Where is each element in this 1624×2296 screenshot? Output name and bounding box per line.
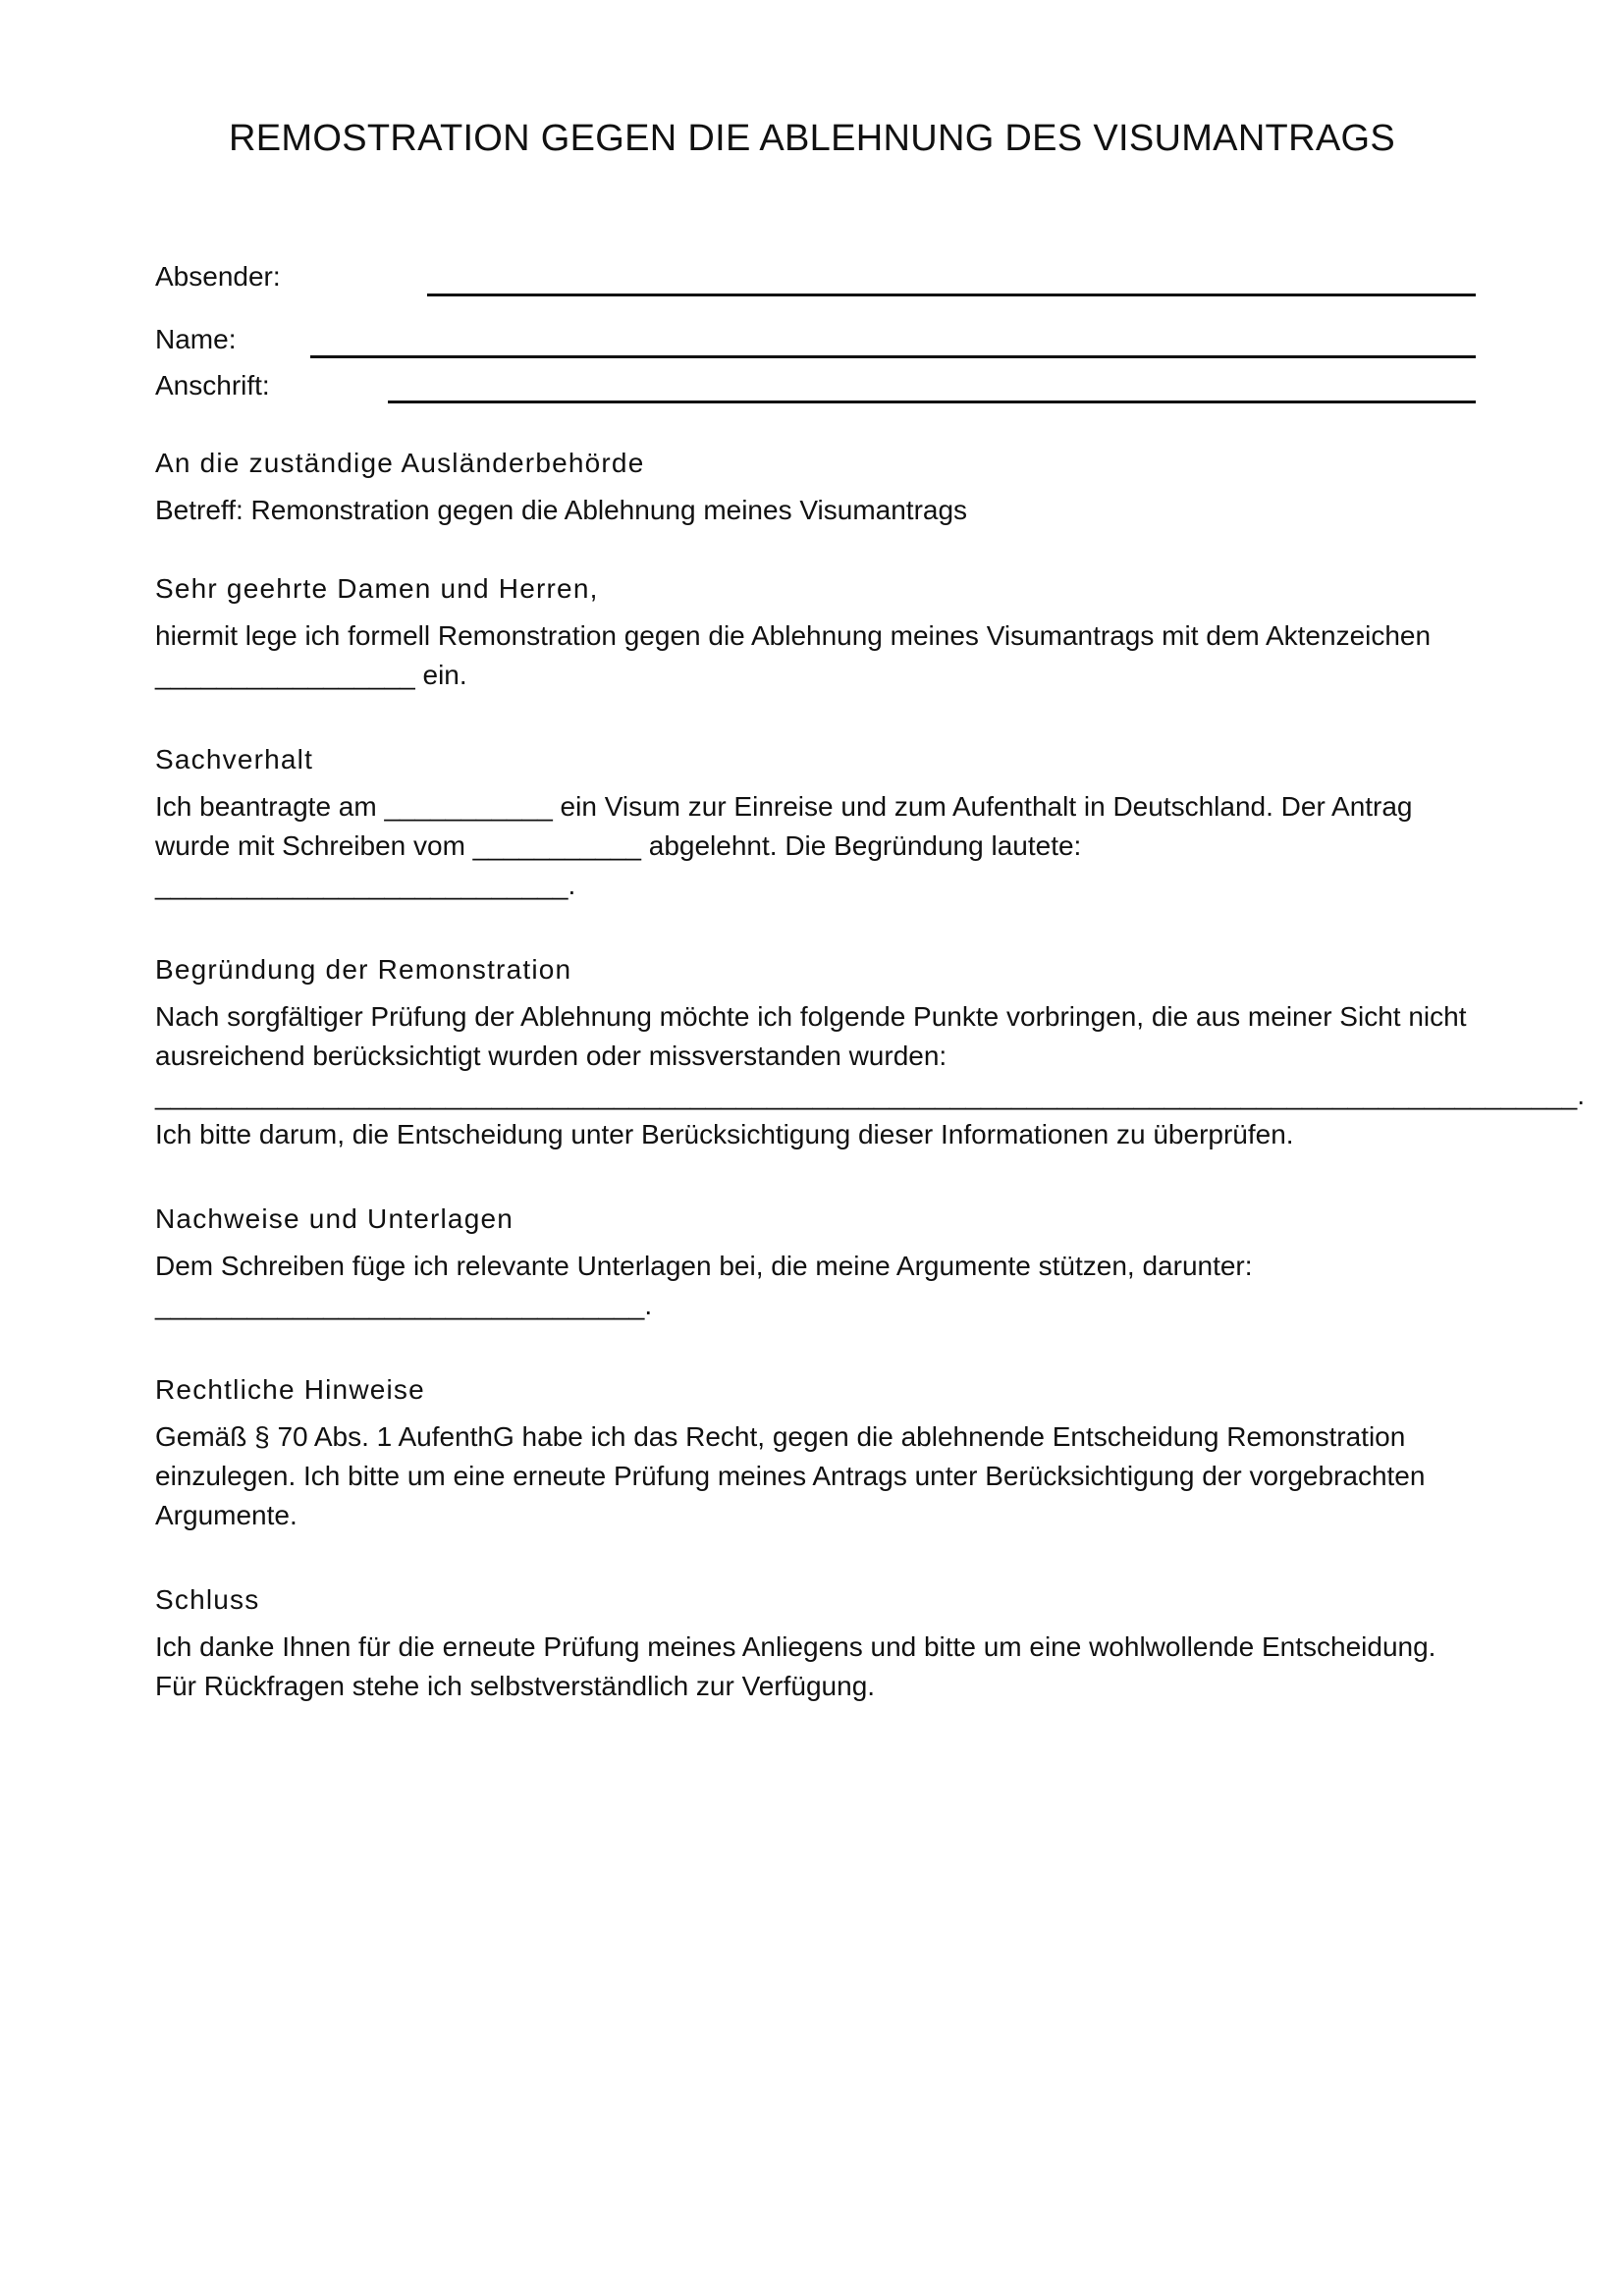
sachverhalt-heading: Sachverhalt	[155, 744, 314, 774]
begruendung-heading: Begründung der Remonstration	[155, 954, 572, 985]
recipient-text: An die zuständige Ausländerbehörde	[155, 448, 645, 478]
anschrift-line	[388, 400, 1476, 403]
rechtliche-line-3: Argumente.	[155, 1500, 298, 1530]
absender-label: Absender:	[155, 261, 281, 292]
sachverhalt-line-2: wurde mit Schreiben vom ___________ abgelehnt. Die Begründung lautete:	[155, 830, 1082, 861]
salutation-text: Sehr geehrte Damen und Herren,	[155, 573, 599, 604]
schluss-line-1: Ich danke Ihnen für die erneute Prüfung meines Anliegens und bitte um eine wohlwollende Entscheidung.	[155, 1631, 1436, 1662]
begruendung-line-3: _____________________________________________________________________________________________.	[155, 1080, 1585, 1110]
name-line	[310, 355, 1476, 358]
begruendung-line-4: Ich bitte darum, die Entscheidung unter Berücksichtigung dieser Informationen zu überprüfen.	[155, 1119, 1294, 1149]
begruendung-line-1: Nach sorgfältiger Prüfung der Ablehnung möchte ich folgende Punkte vorbringen, die aus meiner Sicht nicht	[155, 1001, 1467, 1032]
schluss-line-2: Für Rückfragen stehe ich selbstverständlich zur Verfügung.	[155, 1671, 876, 1701]
rechtliche-line-2: einzulegen. Ich bitte um eine erneute Prüfung meines Antrags unter Berücksichtigung der vorgebrachten	[155, 1461, 1426, 1491]
sachverhalt-line-3: ___________________________.	[155, 870, 576, 900]
begruendung-line-2: ausreichend berücksichtigt wurden oder missverstanden wurden:	[155, 1041, 947, 1071]
subject-text: Betreff: Remonstration gegen die Ablehnung meines Visumantrags	[155, 495, 968, 525]
document-title: REMOSTRATION GEGEN DIE ABLEHNUNG DES VISUMANTRAGS	[229, 118, 1395, 159]
nachweise-line-1: Dem Schreiben füge ich relevante Unterlagen bei, die meine Argumente stützen, darunter:	[155, 1251, 1253, 1281]
rechtliche-heading: Rechtliche Hinweise	[155, 1374, 425, 1405]
intro-line-2: _________________ ein.	[155, 660, 467, 690]
sachverhalt-line-1: Ich beantragte am ___________ ein Visum zur Einreise und zum Aufenthalt in Deutschland. Der Antrag	[155, 791, 1413, 822]
absender-line	[427, 294, 1476, 296]
schluss-heading: Schluss	[155, 1584, 260, 1615]
nachweise-heading: Nachweise und Unterlagen	[155, 1203, 514, 1234]
intro-line-1: hiermit lege ich formell Remonstration gegen die Ablehnung meines Visumantrags mit dem Aktenzeichen	[155, 620, 1432, 651]
nachweise-line-2: ________________________________.	[155, 1290, 653, 1320]
name-label: Name:	[155, 324, 237, 354]
anschrift-label: Anschrift:	[155, 370, 270, 400]
rechtliche-line-1: Gemäß § 70 Abs. 1 AufenthG habe ich das Recht, gegen die ablehnende Entscheidung Remonstration	[155, 1421, 1406, 1452]
